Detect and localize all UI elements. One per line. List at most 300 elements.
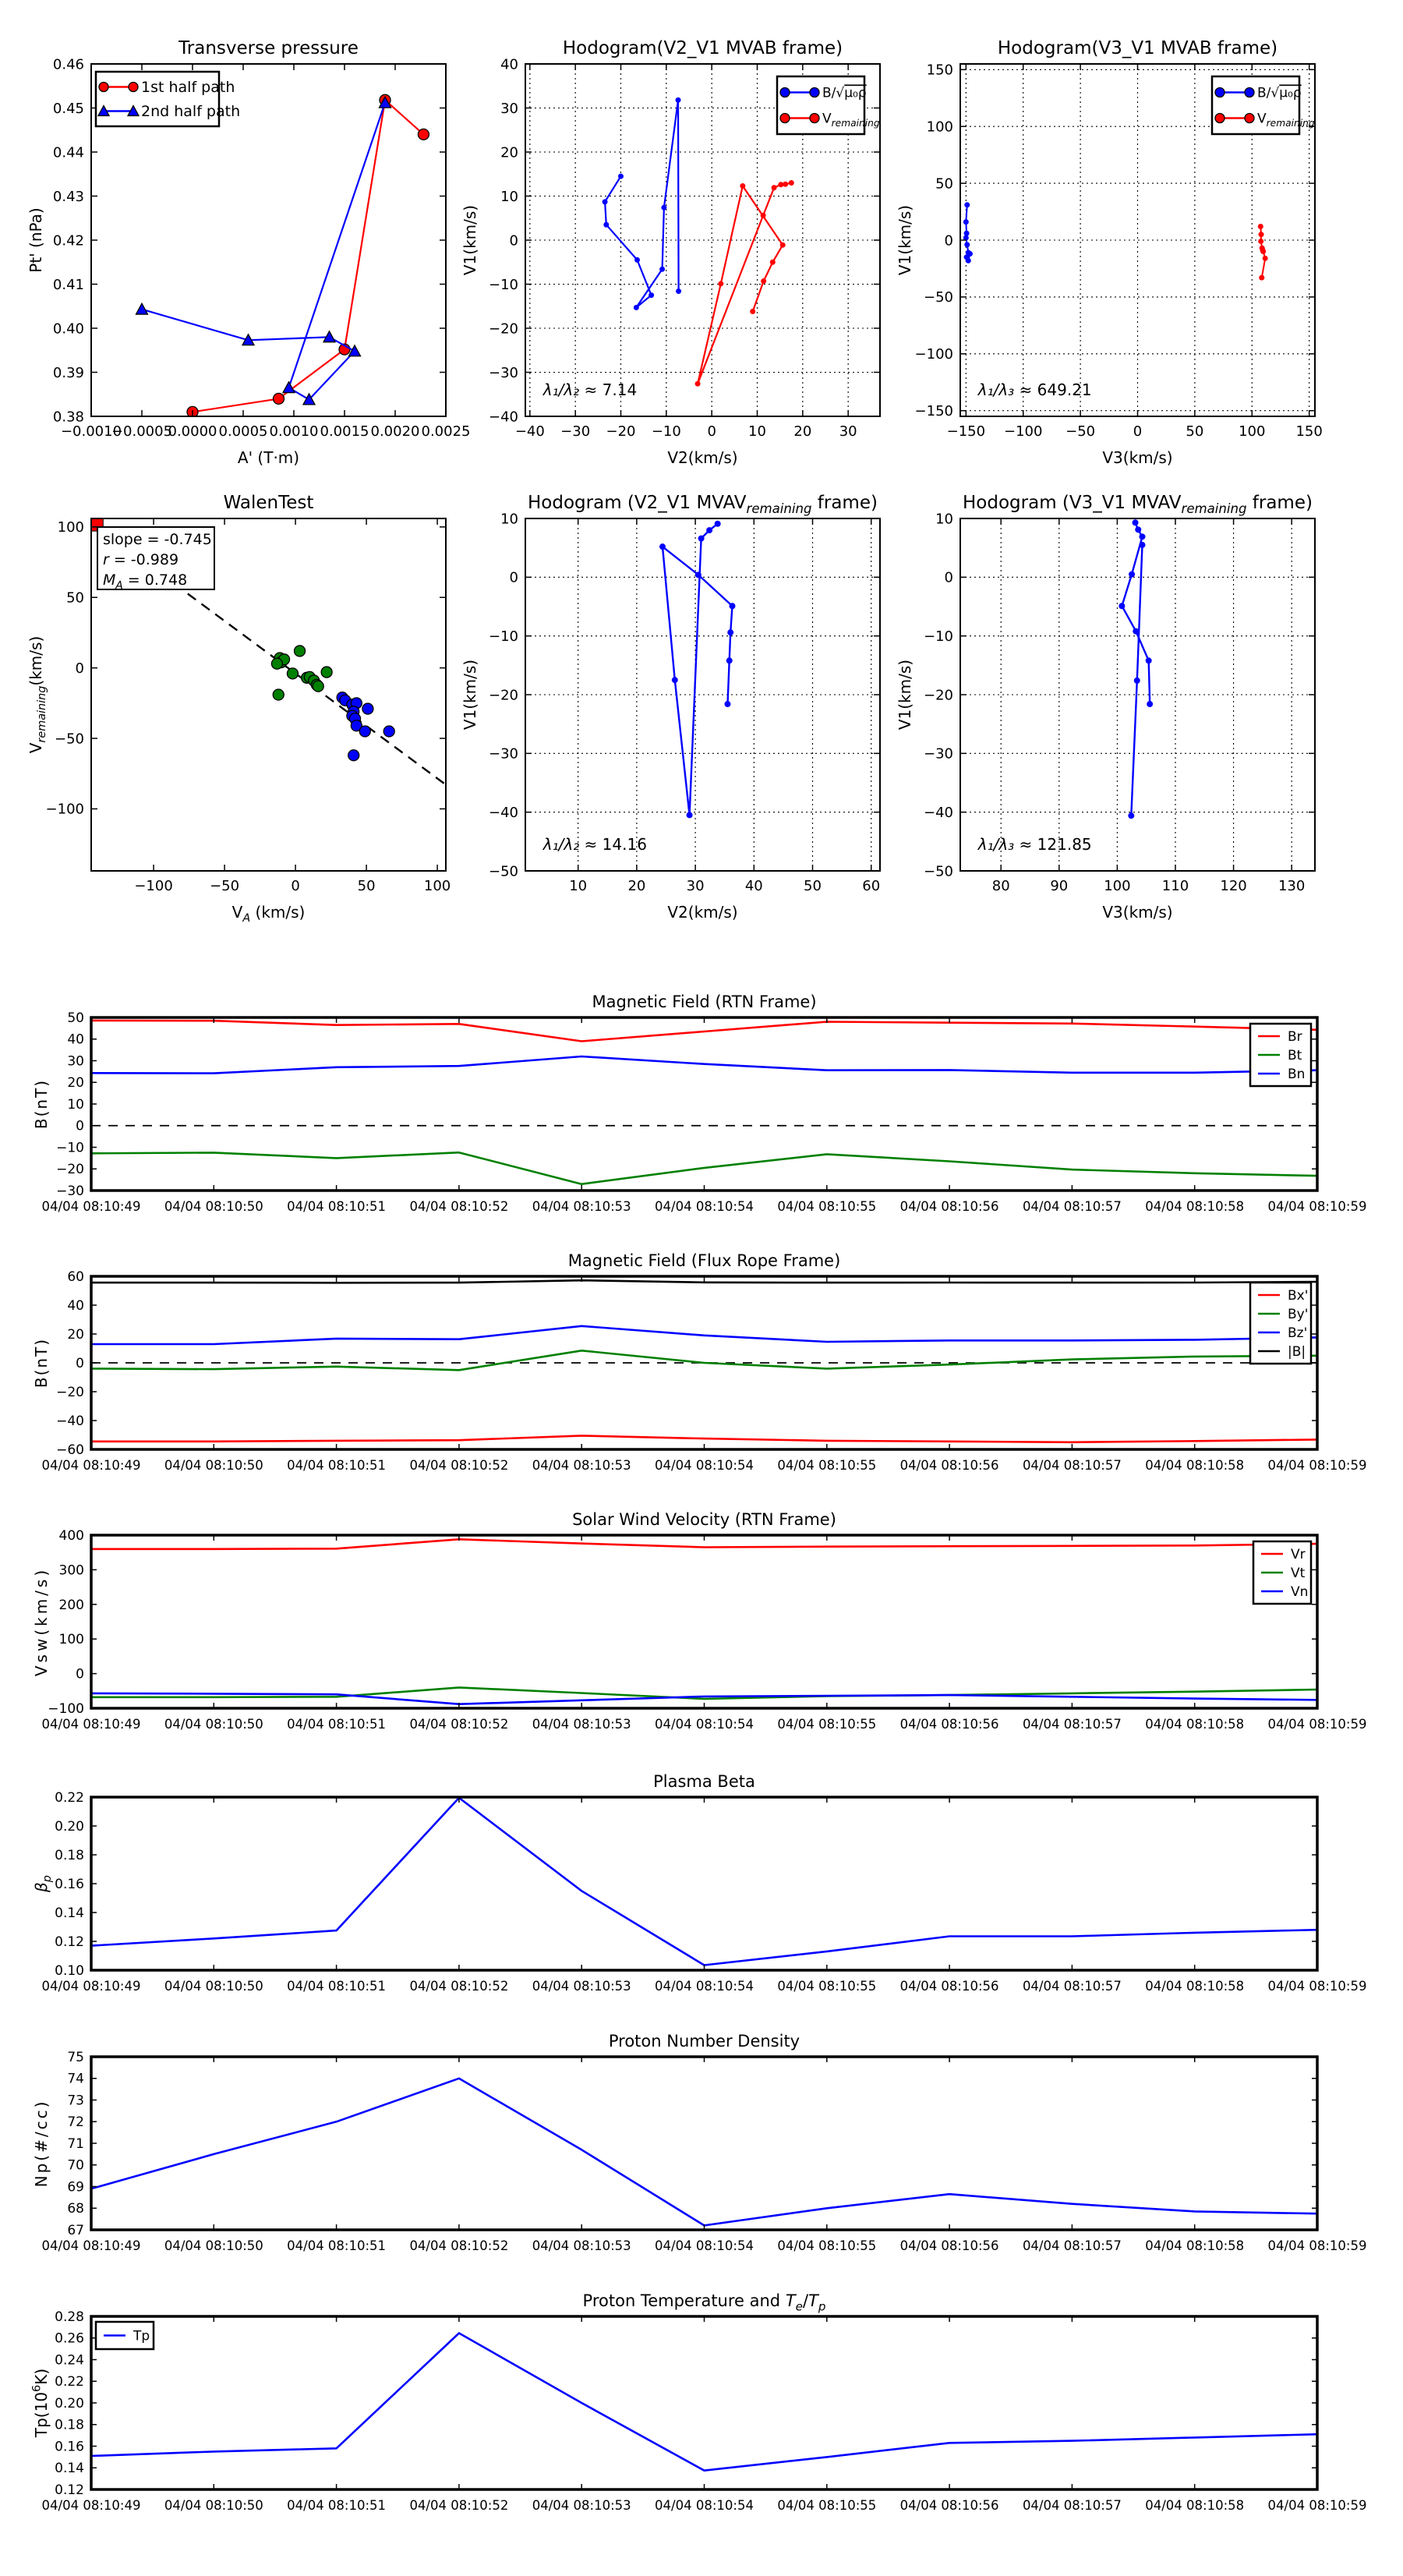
panel-mag_rtn xyxy=(32,993,1366,1214)
ytick-label: 0.46 xyxy=(52,56,84,73)
ytick-label: −50 xyxy=(924,863,953,880)
ytick-label: 100 xyxy=(58,1632,84,1648)
proton_temp-title: Proton Temperature and $T_e/T_p$ xyxy=(582,2291,826,2314)
xtick-label: 110 xyxy=(1161,878,1189,894)
panel-walen_test xyxy=(27,493,451,925)
xtick-label: 04/04 08:10:49 xyxy=(41,1979,141,1994)
hodogram_v3v1_mvav-xtick-labels xyxy=(992,878,1306,894)
xtick-label: 04/04 08:10:52 xyxy=(409,1458,509,1473)
xtick-label: 04/04 08:10:55 xyxy=(777,2498,877,2513)
xtick-label: 04/04 08:10:57 xyxy=(1022,1199,1122,1214)
ytick-label: 0.16 xyxy=(55,1876,84,1892)
xtick-label: 10 xyxy=(748,423,766,440)
transverse_pressure-markers-1st-half-path xyxy=(187,94,429,417)
mag_flux_rope-ytick-labels xyxy=(56,1269,84,1458)
proton_temp-ticks xyxy=(91,2316,1317,2489)
xtick-label: 04/04 08:10:50 xyxy=(164,2498,263,2513)
xtick-label: 04/04 08:10:59 xyxy=(1267,1979,1367,1994)
xtick-label: 130 xyxy=(1278,878,1306,894)
mag_rtn-legend-label: Bn xyxy=(1288,1066,1306,1082)
mag_rtn-legend-label: Bt xyxy=(1288,1047,1302,1063)
xtick-label: 04/04 08:10:49 xyxy=(41,2238,141,2253)
xtick-label: 04/04 08:10:58 xyxy=(1145,1458,1245,1473)
ytick-label: −30 xyxy=(56,1183,84,1199)
hodogram_v3v1_mvav-annotation: λ₁/λ₃ ≈ 121.85 xyxy=(977,834,1092,854)
xtick-label: 100 xyxy=(423,878,451,894)
mag_rtn-ylabel: B(nT) xyxy=(32,1078,51,1130)
hodogram_v2v1_mvav-series-group xyxy=(659,521,735,819)
hodogram_v2v1_mvab-title: Hodogram(V2_V1 MVAB frame) xyxy=(562,38,843,58)
ytick-label: −40 xyxy=(489,804,518,821)
xtick-label: 04/04 08:10:50 xyxy=(164,1717,263,1732)
xtick-label: −20 xyxy=(606,423,636,440)
xtick-label: 04/04 08:10:58 xyxy=(1145,1717,1245,1732)
xtick-label: 04/04 08:10:54 xyxy=(655,1979,754,1994)
plasma_beta-series-group xyxy=(91,1798,1317,1966)
ytick-label: −20 xyxy=(56,1162,84,1178)
hodogram_v2v1_mvab-markers-B-sqrt-mu0rho xyxy=(603,97,682,310)
vsw_rtn-frame xyxy=(91,1535,1317,1708)
hodogram_v3v1_mvav-title: Hodogram (V3_V1 $MVAV_{remaining}$ frame) xyxy=(963,493,1313,516)
xtick-label: −150 xyxy=(946,423,986,440)
xtick-label: 0.0020 xyxy=(370,423,420,440)
hodogram_v3v1_mvav-ytick-labels xyxy=(924,511,953,879)
plasma_beta-ytick-labels xyxy=(55,1790,84,1979)
panel-transverse_pressure xyxy=(27,38,470,467)
xtick-label: 04/04 08:10:51 xyxy=(287,1199,387,1214)
hodogram_v2v1_mvab-xtick-labels xyxy=(515,423,857,440)
hodogram_v3v1_mvav-series-group xyxy=(1119,519,1153,819)
ytick-label: 0.40 xyxy=(52,320,84,338)
ytick-label: 200 xyxy=(58,1597,84,1613)
ytick-label: 100 xyxy=(57,519,84,536)
xtick-label: −100 xyxy=(1003,423,1043,440)
transverse_pressure-series-1st-half-path xyxy=(193,100,423,412)
xtick-label: 0.0010 xyxy=(269,423,319,440)
xtick-label: 04/04 08:10:56 xyxy=(899,2238,999,2253)
ytick-label: 20 xyxy=(67,1075,84,1092)
ytick-label: 73 xyxy=(67,2093,84,2109)
proton_density-frame xyxy=(91,2057,1317,2230)
xtick-label: 04/04 08:10:59 xyxy=(1267,1199,1367,1214)
xtick-label: 04/04 08:10:54 xyxy=(655,2498,754,2513)
xtick-label: 04/04 08:10:55 xyxy=(777,1979,877,1994)
mag_rtn-ytick-labels xyxy=(56,1010,84,1199)
xtick-label: 04/04 08:10:52 xyxy=(409,1199,509,1214)
walen_test-stats-line: r = -0.989 xyxy=(103,551,179,568)
xtick-label: 04/04 08:10:54 xyxy=(655,1199,754,1214)
plasma_beta-ylabel: $\beta_p$ xyxy=(32,1875,55,1892)
ytick-label: −40 xyxy=(924,804,953,821)
transverse_pressure-ytick-labels xyxy=(53,56,84,425)
ytick-label: −20 xyxy=(489,687,518,704)
vsw_rtn-title: Solar Wind Velocity (RTN Frame) xyxy=(572,1510,836,1529)
hodogram_v3v1_mvab-markers-B-sqrt-mu0rho xyxy=(963,202,973,263)
hodogram_v2v1_mvab-legend-label: $V_{remaining}$ xyxy=(822,111,880,129)
xtick-label: 04/04 08:10:56 xyxy=(899,1979,999,1994)
ytick-label: 50 xyxy=(935,175,953,193)
transverse_pressure-series-group xyxy=(136,94,429,417)
hodogram_v2v1_mvab-xlabel: V2(km/s) xyxy=(667,448,738,467)
xtick-label: 04/04 08:10:54 xyxy=(655,1458,754,1473)
ytick-label: 72 xyxy=(67,2114,84,2131)
mag_flux_rope-title: Magnetic Field (Flux Rope Frame) xyxy=(567,1251,841,1270)
proton_density-xtick-labels xyxy=(42,2238,1367,2253)
transverse_pressure-xtick-labels xyxy=(61,423,471,440)
hodogram_v3v1_mvab-xlabel: V3(km/s) xyxy=(1102,448,1173,467)
xtick-label: 04/04 08:10:56 xyxy=(899,2498,999,2513)
xtick-label: 04/04 08:10:52 xyxy=(409,1717,509,1732)
plasma_beta-series-beta-p xyxy=(91,1798,1317,1966)
ytick-label: 0.22 xyxy=(55,1789,84,1806)
ytick-label: 0.12 xyxy=(55,2482,84,2498)
ytick-label: 50 xyxy=(66,589,84,607)
xtick-label: 04/04 08:10:49 xyxy=(41,2498,141,2513)
xtick-label: 04/04 08:10:50 xyxy=(164,1458,263,1473)
ytick-label: 71 xyxy=(67,2135,84,2152)
xtick-label: 04/04 08:10:53 xyxy=(532,1199,631,1214)
mag_rtn-title: Magnetic Field (RTN Frame) xyxy=(592,993,817,1011)
hodogram_v3v1_mvab-annotation: λ₁/λ₃ ≈ 649.21 xyxy=(977,380,1092,399)
ytick-label: 67 xyxy=(67,2222,84,2238)
hodogram_v3v1_mvab-title: Hodogram(V3_V1 MVAB frame) xyxy=(997,38,1278,58)
hodogram_v2v1_mvab-ylabel: V1(km/s) xyxy=(461,204,479,276)
xtick-label: 04/04 08:10:55 xyxy=(777,2238,877,2253)
vsw_rtn-series-Vr xyxy=(91,1539,1317,1549)
hodogram_v2v1_mvav-ytick-labels xyxy=(489,511,518,879)
xtick-label: 04/04 08:10:55 xyxy=(777,1199,877,1214)
mag_flux_rope-legend-label: By' xyxy=(1288,1306,1309,1322)
ytick-label: 0 xyxy=(509,569,518,586)
ytick-label: 0.18 xyxy=(55,2417,84,2433)
xtick-label: 80 xyxy=(991,878,1010,894)
vsw_rtn-xtick-labels xyxy=(42,1717,1367,1732)
ytick-label: 0.20 xyxy=(55,1818,84,1835)
xtick-label: 04/04 08:10:51 xyxy=(287,1717,387,1732)
panel-hodogram_v2v1_mvav xyxy=(461,493,880,922)
xtick-label: 04/04 08:10:49 xyxy=(41,1458,141,1473)
mag_flux_rope-ylabel: B(nT) xyxy=(32,1337,51,1389)
ytick-label: 20 xyxy=(500,144,518,161)
xtick-label: 04/04 08:10:57 xyxy=(1022,1717,1122,1732)
ytick-label: 74 xyxy=(67,2071,84,2087)
ytick-label: −30 xyxy=(924,745,953,763)
ytick-label: 0 xyxy=(944,232,953,249)
ytick-label: 0.42 xyxy=(52,232,84,249)
xtick-label: 20 xyxy=(793,423,812,440)
xtick-label: 04/04 08:10:51 xyxy=(287,2238,387,2253)
hodogram_v3v1_mvab-legend-label: $V_{remaining}$ xyxy=(1257,111,1315,129)
ytick-label: −30 xyxy=(489,745,518,763)
ytick-label: 0.28 xyxy=(55,2309,84,2325)
mag_flux_rope-series-Bz-prime xyxy=(91,1326,1317,1344)
transverse_pressure-markers-2nd-half-path xyxy=(136,97,391,405)
panel-mag_flux_rope xyxy=(32,1251,1366,1473)
panel-hodogram_v3v1_mvab xyxy=(896,38,1323,467)
hodogram_v2v1_mvav-series-V-remaining-path xyxy=(663,524,733,816)
xtick-label: 04/04 08:10:49 xyxy=(41,1199,141,1214)
plasma_beta-title: Plasma Beta xyxy=(653,1772,755,1791)
mag_flux_rope-legend-label: |B| xyxy=(1288,1343,1306,1360)
ytick-label: 0 xyxy=(75,660,84,677)
walen_test-markers-first-half-points xyxy=(271,646,332,700)
proton_density-ytick-labels xyxy=(67,2050,84,2238)
ytick-label: −30 xyxy=(489,364,518,381)
xtick-label: 60 xyxy=(862,878,881,894)
xtick-label: 04/04 08:10:57 xyxy=(1022,1979,1122,1994)
xtick-label: 04/04 08:10:59 xyxy=(1267,2498,1367,2513)
hodogram_v2v1_mvav-ylabel: V1(km/s) xyxy=(461,659,479,731)
ytick-label: −40 xyxy=(489,409,518,426)
hodogram_v2v1_mvab-legend xyxy=(777,76,880,134)
hodogram_v3v1_mvav-xlabel: V3(km/s) xyxy=(1102,903,1173,922)
ytick-label: 75 xyxy=(67,2049,84,2065)
panel-vsw_rtn xyxy=(32,1510,1366,1732)
ytick-label: 30 xyxy=(500,100,518,117)
xtick-label: 04/04 08:10:57 xyxy=(1022,1458,1122,1473)
xtick-label: 150 xyxy=(1295,423,1323,440)
xtick-label: 50 xyxy=(1186,423,1204,440)
xtick-label: 04/04 08:10:50 xyxy=(164,1199,263,1214)
ytick-label: 10 xyxy=(500,188,518,205)
transverse_pressure-legend-label: 2nd half path xyxy=(141,103,241,121)
ytick-label: 0.12 xyxy=(55,1934,84,1950)
xtick-label: −40 xyxy=(514,423,545,440)
ytick-label: −40 xyxy=(56,1413,84,1429)
xtick-label: 04/04 08:10:53 xyxy=(532,1979,631,1994)
hodogram_v2v1_mvab-series-group xyxy=(603,97,794,387)
walen_test-title: WalenTest xyxy=(223,493,314,513)
ytick-label: 0 xyxy=(76,1666,84,1683)
hodogram_v2v1_mvab-legend-label: B/√μ₀ρ xyxy=(822,85,867,101)
xtick-label: 0 xyxy=(1133,423,1143,440)
ytick-label: 0.41 xyxy=(52,276,84,293)
panel-hodogram_v3v1_mvav xyxy=(896,493,1315,922)
ytick-label: −20 xyxy=(924,687,953,704)
ytick-label: 0.43 xyxy=(52,188,84,205)
walen_test-ytick-labels xyxy=(46,519,84,818)
proton_temp-series-Tp xyxy=(91,2334,1317,2471)
ytick-label: 68 xyxy=(67,2201,84,2217)
hodogram_v3v1_mvab-legend-label: B/√μ₀ρ xyxy=(1257,85,1302,101)
ytick-label: 0.16 xyxy=(55,2439,84,2455)
walen_test-stats-line: slope = -0.745 xyxy=(103,531,212,548)
transverse_pressure-legend xyxy=(96,72,240,126)
ytick-label: 0.14 xyxy=(55,2461,84,2477)
xtick-label: 04/04 08:10:51 xyxy=(287,2498,387,2513)
xtick-label: 04/04 08:10:55 xyxy=(777,1717,877,1732)
mag_rtn-legend-label: Br xyxy=(1288,1028,1302,1045)
xtick-label: 04/04 08:10:58 xyxy=(1145,1199,1245,1214)
ytick-label: 40 xyxy=(500,56,518,73)
xtick-label: 04/04 08:10:58 xyxy=(1145,2498,1245,2513)
proton_density-series-group xyxy=(91,2079,1317,2226)
xtick-label: 04/04 08:10:52 xyxy=(409,1979,509,1994)
walen_test-stats-box xyxy=(97,527,214,592)
ytick-label: −150 xyxy=(914,403,953,420)
vsw_rtn-legend-label: Vr xyxy=(1291,1546,1306,1562)
xtick-label: 04/04 08:10:49 xyxy=(41,1717,141,1732)
xtick-label: 04/04 08:10:56 xyxy=(899,1717,999,1732)
mag_flux_rope-xtick-labels xyxy=(42,1458,1367,1473)
xtick-label: 0.0015 xyxy=(320,423,369,440)
ytick-label: 0 xyxy=(76,1118,84,1134)
hodogram_v2v1_mvab-series-B-sqrt-mu0rho xyxy=(605,100,679,307)
xtick-label: 50 xyxy=(357,878,376,894)
plasma_beta-xtick-labels xyxy=(42,1979,1367,1994)
xtick-label: 04/04 08:10:58 xyxy=(1145,2238,1245,2253)
xtick-label: −50 xyxy=(1066,423,1096,440)
hodogram_v3v1_mvav-grid xyxy=(960,518,1315,871)
proton_density-ylabel: Np(#/cc) xyxy=(32,2099,51,2188)
xtick-label: 40 xyxy=(744,878,763,894)
ytick-label: −20 xyxy=(56,1384,84,1400)
proton_density-title: Proton Number Density xyxy=(608,2032,800,2051)
xtick-label: 0 xyxy=(291,878,300,894)
walen_test-ylabel: $V_{remaining}(km/s)$ xyxy=(27,635,49,754)
ytick-label: 0.26 xyxy=(55,2330,84,2347)
ytick-label: −60 xyxy=(56,1442,84,1458)
ytick-label: −50 xyxy=(55,731,84,748)
xtick-label: −30 xyxy=(560,423,591,440)
xtick-label: 04/04 08:10:58 xyxy=(1145,1979,1245,1994)
hodogram_v2v1_mvab-ytick-labels xyxy=(489,56,518,425)
xtick-label: 30 xyxy=(839,423,857,440)
mag_flux_rope-series-Bx-prime xyxy=(91,1435,1317,1442)
hodogram_v3v1_mvab-series-group xyxy=(963,202,1268,280)
ytick-label: −10 xyxy=(489,628,518,645)
plasma_beta-frame xyxy=(91,1797,1317,1970)
proton_temp-series-group xyxy=(91,2334,1317,2471)
proton_temp-ytick-labels xyxy=(55,2309,84,2498)
vsw_rtn-ylabel: Vsw(km/s) xyxy=(32,1566,51,1677)
xtick-label: 04/04 08:10:54 xyxy=(655,1717,754,1732)
hodogram_v3v1_mvav-markers-V-remaining-path-b xyxy=(1128,542,1145,819)
ytick-label: 69 xyxy=(67,2179,84,2196)
mag_flux_rope-legend-label: Bx' xyxy=(1288,1287,1309,1304)
hodogram_v3v1_mvab-legend xyxy=(1212,76,1315,134)
hodogram_v2v1_mvav-ticks xyxy=(525,518,880,871)
vsw_rtn-ytick-labels xyxy=(48,1528,84,1717)
xtick-label: −0.0010 xyxy=(60,423,122,440)
mag_rtn-series-Br xyxy=(91,1021,1317,1042)
xtick-label: −50 xyxy=(210,878,240,894)
xtick-label: 04/04 08:10:53 xyxy=(532,1458,631,1473)
ytick-label: 20 xyxy=(67,1326,84,1343)
mag_flux_rope-legend xyxy=(1250,1283,1311,1364)
panel-proton_density xyxy=(32,2032,1366,2253)
ytick-label: −100 xyxy=(914,346,953,363)
ytick-label: −100 xyxy=(45,801,84,818)
proton_density-series-Np xyxy=(91,2079,1317,2226)
ytick-label: 10 xyxy=(500,511,518,528)
hodogram_v2v1_mvav-markers-V-remaining-path xyxy=(659,521,735,819)
xtick-label: 04/04 08:10:56 xyxy=(899,1458,999,1473)
panel-proton_temp xyxy=(31,2291,1367,2513)
vsw_rtn-ticks xyxy=(91,1535,1317,1708)
hodogram_v3v1_mvab-xtick-labels xyxy=(947,423,1323,440)
vsw_rtn-legend-label: Vt xyxy=(1291,1565,1306,1581)
xtick-label: 0 xyxy=(707,423,716,440)
ytick-label: 0 xyxy=(509,232,518,249)
ytick-label: 10 xyxy=(935,511,953,528)
transverse_pressure-title: Transverse pressure xyxy=(178,38,359,58)
walen_test-xtick-labels xyxy=(134,878,451,894)
panel-plasma_beta xyxy=(32,1772,1366,1994)
ytick-label: 0.24 xyxy=(55,2352,84,2369)
ytick-label: 0.10 xyxy=(55,1962,84,1979)
ytick-label: 0 xyxy=(944,569,953,586)
hodogram_v3v1_mvav-ticks xyxy=(960,518,1315,871)
xtick-label: 20 xyxy=(627,878,646,894)
xtick-label: 04/04 08:10:51 xyxy=(287,1458,387,1473)
ytick-label: −10 xyxy=(924,628,953,645)
xtick-label: 04/04 08:10:51 xyxy=(287,1979,387,1994)
ytick-label: 70 xyxy=(67,2157,84,2174)
transverse_pressure-ylabel: Pt' (nPa) xyxy=(27,207,45,273)
ytick-label: −50 xyxy=(924,289,953,306)
xtick-label: 0.0025 xyxy=(421,423,471,440)
ytick-label: −100 xyxy=(48,1700,84,1717)
vsw_rtn-legend-label: Vn xyxy=(1291,1583,1309,1600)
xtick-label: 90 xyxy=(1050,878,1069,894)
ytick-label: 0 xyxy=(76,1355,84,1371)
ytick-label: −50 xyxy=(489,863,518,880)
xtick-label: −100 xyxy=(134,878,173,894)
ytick-label: 0.20 xyxy=(55,2395,84,2411)
ytick-label: 50 xyxy=(67,1010,84,1026)
ytick-label: 60 xyxy=(67,1269,84,1285)
ytick-label: 0.18 xyxy=(55,1847,84,1863)
mag_rtn-series-Bn xyxy=(91,1056,1317,1074)
mag_rtn-ticks xyxy=(91,1017,1317,1191)
ytick-label: −10 xyxy=(489,276,518,293)
hodogram_v2v1_mvab-annotation: λ₁/λ₂ ≈ 7.14 xyxy=(542,380,638,399)
hodogram_v3v1_mvav-series-V-remaining-path-a xyxy=(1122,522,1150,704)
xtick-label: 04/04 08:10:57 xyxy=(1022,2498,1122,2513)
ytick-label: 0.22 xyxy=(55,2374,84,2390)
walen_test-xlabel: $V_A$ (km/s) xyxy=(231,903,306,925)
hodogram_v2v1_mvab-markers-V-remaining xyxy=(695,180,794,387)
ytick-label: 40 xyxy=(67,1297,84,1314)
ytick-label: 10 xyxy=(67,1096,84,1113)
xtick-label: 04/04 08:10:59 xyxy=(1267,1458,1367,1473)
proton_density-ticks xyxy=(91,2057,1317,2230)
xtick-label: 04/04 08:10:53 xyxy=(532,2498,631,2513)
hodogram_v2v1_mvav-annotation: λ₁/λ₂ ≈ 14.16 xyxy=(542,834,647,854)
hodogram_v2v1_mvav-xlabel: V2(km/s) xyxy=(667,903,738,922)
walen_test-stats-line: $M_A = 0.748$ xyxy=(103,571,188,592)
xtick-label: 120 xyxy=(1220,878,1247,894)
mag_flux_rope-legend-label: Bz' xyxy=(1288,1325,1308,1341)
ytick-label: 30 xyxy=(67,1053,84,1070)
hodogram_v2v1_mvav-grid xyxy=(525,518,880,871)
xtick-label: 04/04 08:10:56 xyxy=(899,1199,999,1214)
xtick-label: 50 xyxy=(804,878,822,894)
xtick-label: 04/04 08:10:53 xyxy=(532,1717,631,1732)
ytick-label: 40 xyxy=(67,1031,84,1048)
xtick-label: 0.0005 xyxy=(218,423,268,440)
xtick-label: −0.0005 xyxy=(111,423,173,440)
panel-hodogram_v2v1_mvab xyxy=(461,38,880,467)
proton_temp-ylabel: $Tp(10^6K)$ xyxy=(30,2368,51,2438)
proton_temp-xtick-labels xyxy=(42,2498,1367,2513)
proton_temp-legend xyxy=(96,2322,154,2349)
xtick-label: 04/04 08:10:53 xyxy=(532,2238,631,2253)
ytick-label: 0.44 xyxy=(52,144,84,161)
ytick-label: 0.39 xyxy=(52,364,84,381)
ytick-label: 100 xyxy=(926,119,953,136)
